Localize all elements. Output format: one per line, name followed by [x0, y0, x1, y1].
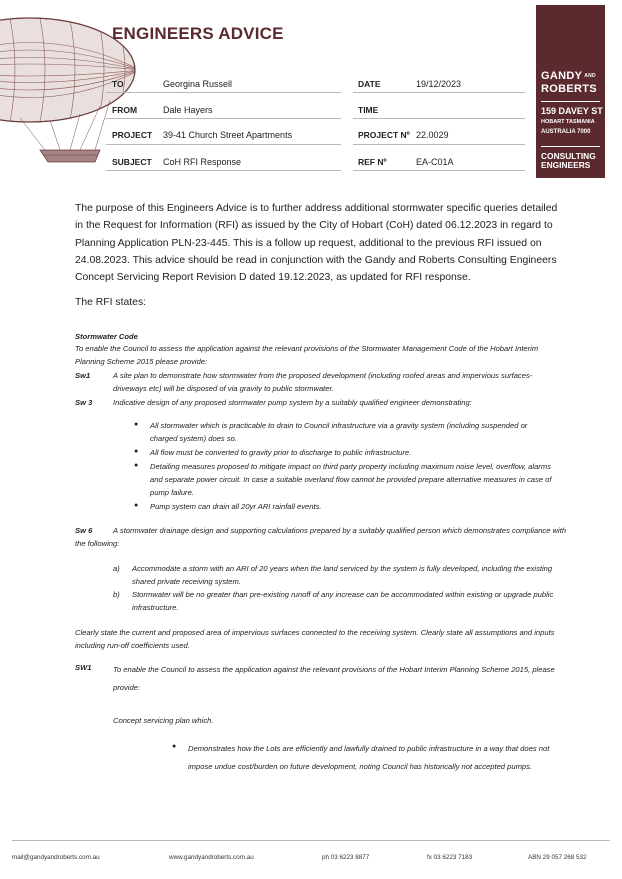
bullet-icon: ●: [134, 421, 139, 428]
divider: [106, 144, 341, 145]
date-label: DATE: [358, 79, 381, 89]
logo-divider: [541, 146, 600, 147]
from-value: Dale Hayers: [163, 105, 213, 115]
logo-engineers: ENGINEERS: [541, 160, 591, 170]
sw6-label: Sw 6: [75, 526, 93, 535]
divider: [353, 92, 525, 93]
bullet-icon: ●: [134, 502, 139, 509]
logo-name-line1: [541, 71, 596, 82]
sw3-bullet-1: All stormwater which is practicable to drain to Council infrastructure via a gravity system (including suspended or charged system) does so.: [150, 421, 528, 444]
divider: [353, 170, 525, 171]
time-label: TIME: [358, 105, 379, 115]
stormwater-code-heading: Stormwater Code: [75, 332, 138, 341]
subject-value: CoH RFI Response: [163, 157, 242, 167]
sw6-a-text: Accommodate a storm with an ARI of 20 years when the land serviced by the system is fully developed, including the existing shared private receiving system.: [132, 564, 553, 587]
logo-consulting: CONSULTING: [541, 151, 596, 161]
rfi-states-text: The RFI states:: [75, 297, 147, 308]
from-label: FROM: [112, 105, 138, 115]
footer-email[interactable]: mail@gandyandroberts.com.au: [12, 854, 100, 861]
logo-tagline: [541, 152, 596, 170]
clearly-state-text: Clearly state the current and proposed area of impervious surfaces connected to the receiving system. Clearly state all assumptions and inputs including run-off coefficients used.: [75, 628, 555, 651]
divider: [353, 144, 525, 145]
project-value: 39-41 Church Street Apartments: [163, 130, 293, 140]
sw3-text: Indicative design of any proposed stormwater pump system by a suitably qualified engineer demonstrating:: [113, 398, 472, 407]
date-value: 19/12/2023: [416, 79, 462, 89]
logo-gandy: GANDY: [541, 70, 583, 82]
logo-divider: [541, 101, 600, 102]
subject-label: SUBJECT: [112, 157, 152, 167]
footer-divider: [12, 840, 610, 841]
SW1-label: SW1: [75, 663, 92, 672]
sw3-bullet-2: All flow must be converted to gravity prior to discharge to public infrastructure.: [150, 448, 412, 457]
sw3-label: Sw 3: [75, 398, 93, 407]
logo-and: AND: [584, 73, 596, 79]
project-label: PROJECT: [112, 130, 153, 140]
intro-paragraph: The purpose of this Engineers Advice is to further address additional stormwater specific queries detailed in the Request for Information (RFI) as issued by the City of Hobart (CoH) dated 06.12.2023 in regard to Planning Application PLN-23-445. This is a follow up request, additional to the previous RFI issued on 24.08.2023. This advice should be read in conjunction with the Gandy and Roberts Consulting Engineers Concept Servicing Report Revision D dated 19.12.2023, as updated for RFI response.: [75, 203, 558, 284]
SW1-text: To enable the Council to assess the application against the relevant provisions of the Hobart Interim Planning Scheme 2015, please provide:: [113, 665, 555, 692]
divider: [106, 170, 341, 171]
document-title: ENGINEERS ADVICE: [112, 24, 284, 43]
sw1-text: A site plan to demonstrate how stormwater from the proposed development (including roofed areas and impervious surfaces-driveways etc) will be disposed of via gravity to public stormwater.: [113, 371, 533, 394]
ref-no-value: EA-C01A: [416, 157, 454, 167]
concept-servicing-text: Concept servicing plan which.: [113, 716, 214, 725]
logo-address-country: AUSTRALIA 7000: [541, 129, 591, 135]
sw3-bullet-4: Pump system can drain all 20yr ARI rainfall events.: [150, 502, 322, 511]
footer-website[interactable]: www.gandyandroberts.com.au: [169, 854, 254, 861]
sw6-b-text: Stormwater will be no greater than pre-existing runoff of any increase can be accommodated within existing or upgrade public infrastructure.: [132, 590, 554, 613]
sw1-label: Sw1: [75, 371, 91, 380]
footer-fax: fx 03 6223 7183: [427, 854, 473, 861]
bullet-icon: ●: [134, 448, 139, 455]
project-no-value: 22.0029: [416, 130, 449, 140]
divider: [353, 118, 525, 119]
logo-address-street: 159 DAVEY ST: [541, 106, 603, 116]
to-value: Georgina Russell: [163, 79, 233, 89]
sw6-b-label: b): [113, 590, 120, 599]
bullet-icon: ●: [134, 462, 139, 469]
footer-phone: ph 03 6223 8877: [322, 854, 370, 861]
bullet-icon: ●: [172, 743, 177, 750]
divider: [106, 118, 341, 119]
to-label: TO: [112, 79, 124, 89]
sw6-a-label: a): [113, 564, 120, 573]
logo-roberts: ROBERTS: [541, 83, 597, 95]
stormwater-code-intro: To enable the Council to assess the application against the relevant provisions of the Stormwater Management Code of the Hobart Interim Planning Scheme 2015 please provide:: [75, 344, 539, 367]
divider: [106, 92, 341, 93]
sw6-text: A stormwater drainage design and supporting calculations prepared by a suitably qualified person which demonstrates compliance with the following:: [75, 526, 567, 549]
concept-bullet: Demonstrates how the Lots are efficiently and lawfully drained to public infrastructure in a way that does not impose undue cost/burden on future development, noting Council has historically not accepted pumps.: [188, 744, 550, 771]
sw3-bullet-3: Detailing measures proposed to mitigate impact on third party property including maximum noise level, overflow, alarms and separate power circuit. In case a suitable overland flow cannot be provided prepare alternative measures in case of pump failure.: [150, 462, 552, 498]
project-no-label: PROJECT Nº: [358, 130, 410, 140]
company-logo-block: [536, 5, 605, 178]
ref-no-label: REF Nº: [358, 157, 387, 167]
footer-abn: ABN 29 057 268 532: [528, 854, 587, 861]
logo-address-city: HOBART TASMANIA: [541, 119, 595, 125]
